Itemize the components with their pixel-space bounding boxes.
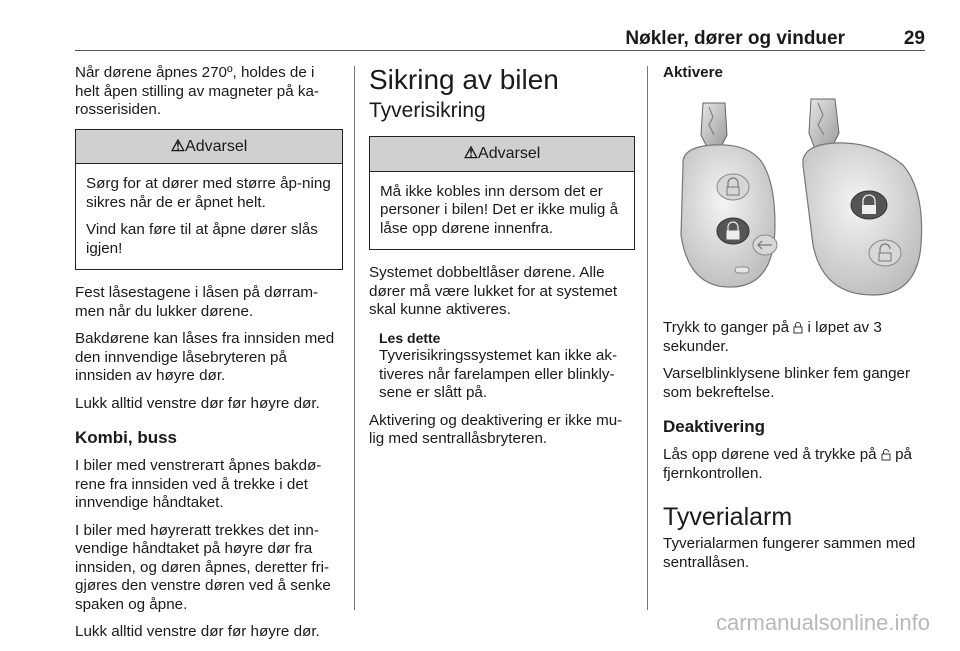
paragraph: I biler med venstrerатt åpnes bakdø-rene fra innsiden ved å trekke i det innvendige håndtaket. [75, 457, 322, 511]
paragraph: Bakdørene kan låses fra innsiden med den innvendige låsebryteren på innsiden av høyre dør. [75, 330, 335, 384]
remote-keys-illustration [663, 95, 925, 300]
paragraph: I biler med høyreratt trekkes det inn-vendige håndtaket på høyre dør fra innsiden, og døren åpnes, deretter fri-gjøres den venstre døren ved å senke spaken og åpne. [75, 521, 331, 613]
warning-body [76, 164, 342, 269]
unlock-icon [881, 448, 891, 461]
warning-body [370, 172, 634, 250]
paragraph: Trykk to ganger på i løpet av 3 sekunder. [663, 319, 882, 355]
paragraph: Systemet dobbeltlåser dørene. Alle dører må være lukket for at systemet skal kunne aktiveres. [369, 264, 618, 318]
chapter-heading: Sikring av bilen [369, 64, 559, 95]
page-title: Nøkler, dører og vinduer [625, 28, 845, 49]
warning-triangle-icon: ⚠ [170, 137, 186, 155]
warning-title: Advarsel [478, 145, 541, 162]
column-3 [663, 64, 925, 581]
page-number: 29 [903, 28, 925, 49]
warning-paragraph: Sørg for at dører med større åp-ning sikres når de er åpnet helt. [86, 175, 331, 211]
warning-header [370, 137, 634, 172]
deactivate-heading: Deaktivering [663, 417, 766, 436]
subsection-heading: Tyverisikring [369, 99, 486, 122]
note-text: Tyverisikringssystemet kan ikke ak-tiveres når farelampen eller blinkly-sene er slått på. [379, 347, 618, 401]
section-heading: Kombi, buss [75, 428, 178, 447]
header-rule [75, 50, 925, 51]
column-divider-2 [647, 66, 648, 610]
column-2 [369, 64, 635, 458]
paragraph: Lås opp dørene ved å trykke på på fjernkontrollen. [663, 446, 912, 482]
warning-box [369, 136, 635, 250]
warning-paragraph: Må ikke kobles inn dersom det er personer i bilen! Det er ikke mulig å låse opp dørene innenfra. [380, 182, 619, 237]
paragraph: Aktivering og deaktivering er ikke mu-lig med sentrallåsbryteren. [369, 411, 623, 447]
intro-paragraph: Når dørene åpnes 270º, holdes de i helt åpen stilling av magneter på ka-rosserisiden. [75, 64, 319, 118]
alarm-heading: Tyverialarm [663, 503, 793, 531]
warning-paragraph: Vind kan føre til at åpne dører slås igjen! [86, 221, 318, 257]
warning-header [76, 130, 342, 165]
paragraph: Tyverialarmen fungerer sammen med sentrallåsen. [663, 535, 916, 571]
column-1 [75, 64, 343, 651]
note-title: Les dette [379, 329, 441, 346]
lock-icon [793, 321, 803, 334]
paragraph: Fest låsestagene i låsen på dørram-men når du lukker dørene. [75, 284, 319, 320]
warning-box [75, 129, 343, 271]
paragraph: Lukk alltid venstre dør før høyre dør. [75, 394, 320, 412]
column-divider-1 [354, 66, 355, 610]
activate-heading: Aktivere [663, 64, 723, 81]
watermark: carmanualsonline.info [715, 610, 930, 635]
page-header [75, 26, 925, 48]
note-block [369, 329, 635, 403]
paragraph: Varselblinklysene blinker fem ganger som bekreftelse. [663, 365, 911, 401]
warning-triangle-icon: ⚠ [463, 145, 479, 162]
paragraph: Lukk alltid venstre dør før høyre dør. [75, 623, 320, 640]
warning-title: Advarsel [185, 137, 248, 155]
